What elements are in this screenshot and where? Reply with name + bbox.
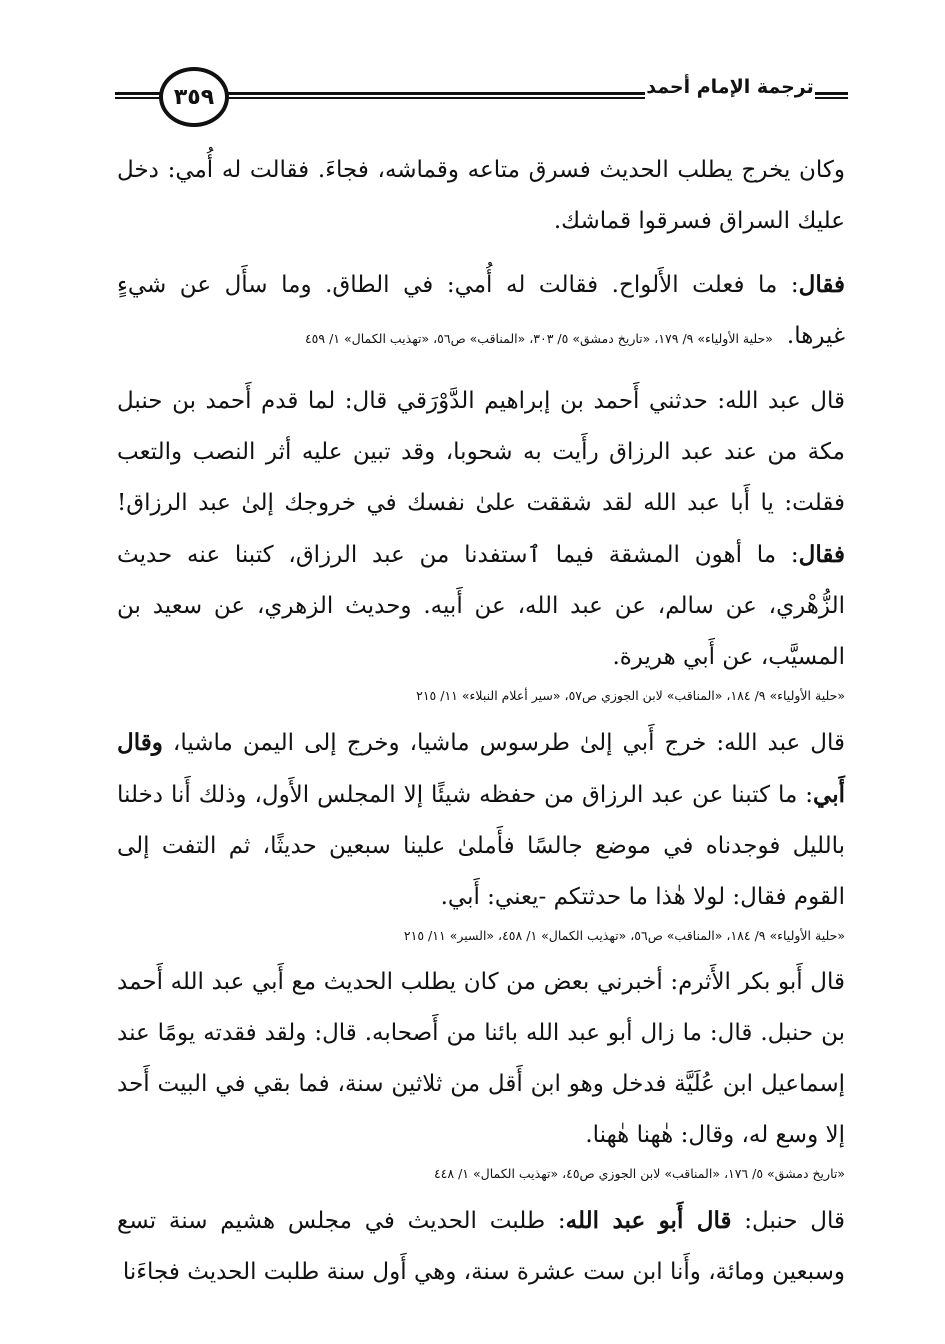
paragraph-4-bold: وقال أَبي (117, 729, 845, 808)
paragraph-1-line-2: عليك السراق فسرقوا قماشك. (553, 208, 845, 234)
paragraph-5 (117, 957, 845, 1161)
paragraph-2-reference: «حلية الأولياء» ٩/ ١٧٩، «تاريخ دمشق» ٥/ ٣٠٣، «المناقب» ص٥٦، «تهذيب الكمال» ١/ ٤٥٩ (304, 331, 773, 346)
paragraph-2-lead: فقال (798, 271, 845, 298)
paragraph-6-text-2: : طلبت الحديث في مجلس هشيم سنة تسع وسبعين ومائة، وأَنا ابن ست عشرة سنة، وهي أَول سنة طلبت الحديث فجاءَنا (117, 1208, 845, 1285)
paragraph-3-reference: «حلية الأولياء» ٩/ ١٨٤، «المناقب» لابن الجوزي ص٥٧، «سير أعلام النبلاء» ١١/ ٢١٥ (416, 688, 845, 703)
paragraph-1-line-1: وكان يخرج يطلب الحديث فسرق متاعه وقماشه، فجاءَ. فقالت له أُمي: دخل (117, 157, 845, 183)
page-number-badge (159, 67, 229, 127)
page-header (115, 62, 848, 134)
paragraph-3-bold: فقال (798, 541, 845, 568)
paragraph-1 (117, 145, 845, 247)
header-rule-middle (227, 92, 645, 99)
page-number: ٣٥٩ (173, 84, 215, 110)
header-rule-right (815, 92, 848, 99)
paragraph-5-text: قال أَبو بكر الأَثرم: أخبرني بعض من كان يطلب الحديث مع أَبي عبد الله أَحمد بن حنبل. قال: ما زال أبو عبد الله بائنا من أَصحابه. قال: ولقد فقدته يومًا عند إسماعيل ابن عُلَيَّة فدخل وهو ابن أَقل من ثلاثين سنة، فما بقي في البيت أَحد إلا وسع له، وقال: هٰهنا هٰهنا. (117, 969, 845, 1148)
running-title: ترجمة الإمام أحمد (646, 76, 814, 98)
paragraph-3-text-2: : ما أهون المشقة فيما ٱستفدنا من عبد الرزاق، كتبنا عنه حديث الزُّهْري، عن سالم، عن عبد الله، عن أَبيه. وحديث الزهري، عن سعيد بن المسيَّب، عن أَبي هريرة. (117, 542, 845, 670)
paragraph-4-reference: «حلية الأولياء» ٩/ ١٨٤، «المناقب» ص٥٦، «تهذيب الكمال» ١/ ٤٥٨، «السير» ١١/ ٢١٥ (403, 928, 845, 943)
paragraph-3-text: قال عبد الله: حدثني أَحمد بن إبراهيم الدَّوْرَقي قال: لما قدم أَحمد بن حنبل مكة من عند عبد الرزاق رأَيت به شحوبا، وقد تبين عليه أثر النصب والتعب فقلت: يا أَبا عبد الله لقد شققت علىٰ نفسك في خروجك إلىٰ عبد الرزاق! (117, 388, 845, 516)
paragraph-4 (117, 717, 845, 923)
paragraph-6-bold: قال أَبو عبد الله (565, 1207, 732, 1234)
paragraph-4-text: قال عبد الله: خرج أَبي إلىٰ طرسوس ماشيا، وخرج إلى اليمن ماشيا، (172, 730, 846, 756)
paragraph-4-text-2: : ما كتبنا عن عبد الرزاق من حفظه شيئًا إلا المجلس الأَول، وذلك أَنا دخلنا بالليل فوجدناه في موضع جالسًا فأَملىٰ علينا سبعين حديثًا، ثم التفت إلى القوم فقال: لولا هٰذا ما حدثتكم -يعني: أَبي. (117, 782, 845, 910)
paragraph-2-text: : ما فعلت الأَلواح. فقالت له أُمي: في الطاق. وما سأَل عن شيءٍ غيرها. (117, 272, 845, 349)
paragraph-5-reference: «تاريخ دمشق» ٥/ ١٧٦، «المناقب» لابن الجوزي ص٤٥، «تهذيب الكمال» ١/ ٤٤٨ (433, 1166, 845, 1181)
paragraph-6-text: قال حنبل: (744, 1208, 846, 1234)
page-body (117, 145, 845, 1298)
paragraph-6 (117, 1195, 845, 1298)
paragraph-2 (117, 259, 845, 364)
header-rule-left (115, 92, 163, 99)
paragraph-3 (117, 376, 845, 683)
